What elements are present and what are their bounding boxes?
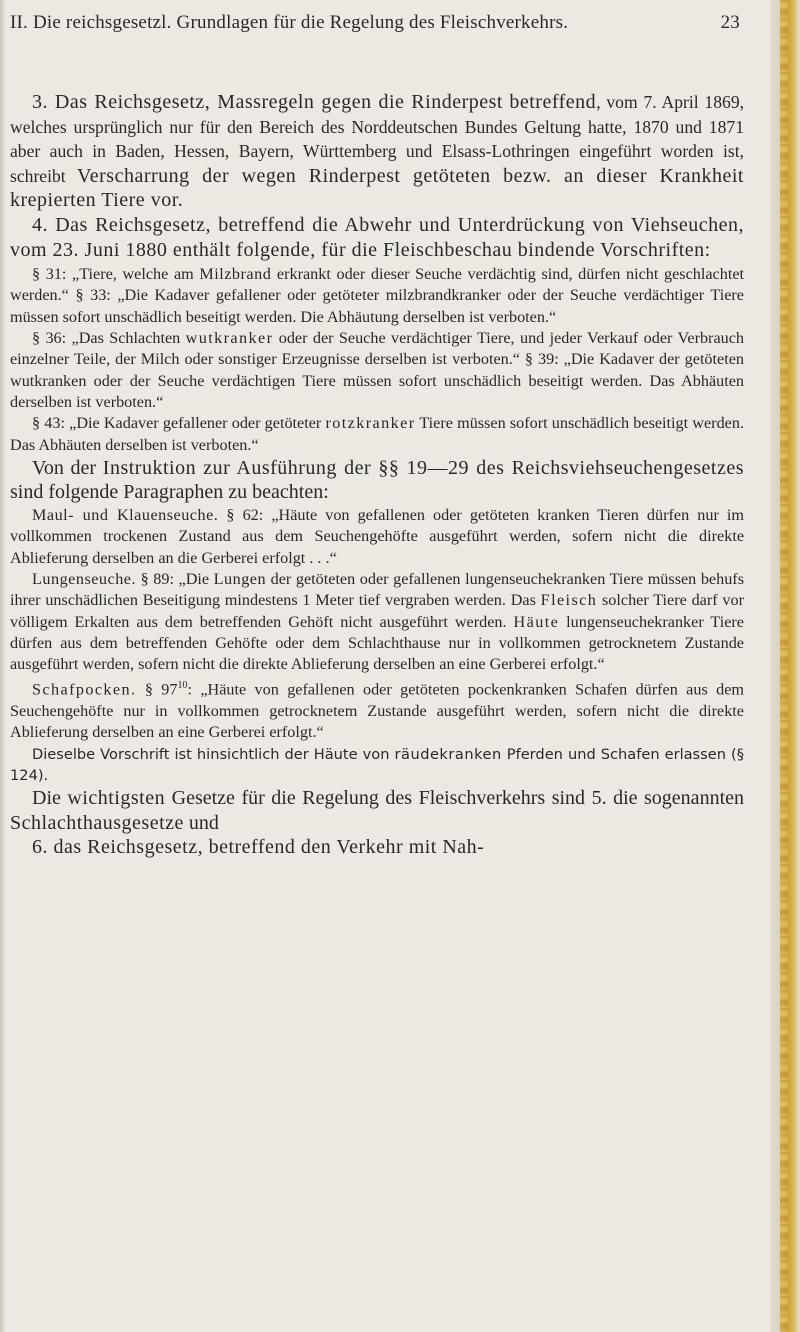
p43-emphasis: rotzkranker (325, 414, 416, 433)
final-paragraph (10, 786, 744, 835)
instruction-text-c: sind folgende Paragraphen zu beachten: (10, 481, 329, 504)
final-emphasis-schlachthausgesetze: Schlachthausgesetze (10, 811, 184, 834)
p43-text-c: Tiere müssen sofort unschädlich beseitigt werden. Das Abhäuten derselben ist verboten.“ (10, 414, 744, 454)
raeude-emphasis: räudekranken (394, 745, 502, 763)
raeude-text-a: Dieselbe Vorschrift ist hinsichtlich der Häute von (32, 745, 395, 763)
body-text (10, 90, 744, 860)
final-text-f: 6. das Reichsgesetz, betreffend den Verkehr mit Nah- (32, 836, 485, 859)
section-4-paragraph (10, 213, 744, 262)
schafpocken-superscript: 10 (177, 680, 188, 692)
instruction-paragraph (10, 456, 744, 505)
p43-text-a: § 43: „Die Kadaver gefallener oder getöteter (32, 414, 326, 433)
final-text-c: Gesetze für die Regelung des Fleischverkehrs sind 5. die sogenannten (165, 787, 744, 810)
raeude-paragraph (10, 744, 744, 787)
schafpocken-text: : „Häute von gefallenen oder getöteten pockenkranken Schafen dürfen aus dem Seuchengehöfte nur in vollkommen getrocknetem Zustande ausgeführt werden, sofern nicht die direkte Ablieferung derselben an eine Gerberei erfolgt.“ (10, 680, 745, 742)
raeude-text-c: Pferden und Schafen erlassen (§ 124). (10, 745, 745, 784)
schafpocken-paragraph (10, 675, 744, 743)
lungenseuche-paragraph (10, 569, 744, 675)
p36-text-c: oder der Seuche verdächtiger Tiere, und jeder Verkauf oder Verbrauch einzelner Teile, der Milch oder sonstiger Erzeugnisse derselben ist verboten.“ § 39: „Die Kadaver der getöteten wutkranken oder der Seuche verdächtigen Tiere müssen sofort unschädlich beseitigt werden. Das Abhäuten derselben ist verboten.“ (10, 329, 745, 411)
section-3-heading: 3. Das Reichsgesetz, Massregeln gegen die Rinderpest (32, 91, 503, 113)
lungenseuche-text-h: lungenseuchekranker Tiere dürfen aus dem betreffenden Gehöfte oder dem Schlachthause nur in vollkommen getrocknetem Zustande ausgeführt werden, sofern nicht die direkte Ablieferung derselben an eine Gerberei erfolgt.“ (10, 612, 744, 674)
final-text-a: Die (32, 787, 68, 810)
p31-emphasis: Milzbrand (199, 265, 272, 284)
lungenseuche-heading: Lungenseuche. (32, 569, 137, 588)
section-3-text-c: Verscharrung der wegen Rinderpest getöteten bezw. an dieser Krankheit krepierten Tiere vor. (10, 164, 744, 212)
paragraph-43 (10, 413, 744, 456)
final-emphasis-wichtigsten: wichtigsten (67, 787, 166, 810)
haeute-emphasis: Häute (513, 612, 560, 631)
p31-text-a: § 31: „Tiere, welche am (32, 265, 200, 284)
instruction-text-a: Von der (32, 456, 103, 479)
paragraph-31-33 (10, 264, 744, 328)
running-header (10, 12, 740, 42)
lungenseuche-text-f: solcher Tiere darf vor völligem Erkalten aus dem betreffenden Gehöft nicht ausgeführt werden. (10, 591, 744, 631)
page-number: 23 (720, 12, 740, 33)
lungen-emphasis: Lungen (213, 569, 267, 588)
maul-klauenseuche-text: § 62: „Häute von gefallenen oder getöteten kranken Tieren dürfen nur im vollkommen trockenen Zustand aus dem Seuchengehöfte ausgeführt werden, sofern nicht die direkte Ablieferung derselben an die Gerberei erfolgt . . .“ (10, 506, 744, 567)
lungenseuche-text-b: § 89: „Die (136, 569, 214, 588)
final-line (10, 835, 744, 860)
section-3-text-b: , vom 7. April 1869, welches ursprünglich nur für den Bereich des Norddeutschen Bundes Geltung hatte, 1870 und 1871 aber auch in Baden, Hessen, Bayern, Württemberg und Elsass-Lothringen eingeführt worden ist, schreibt (10, 92, 745, 186)
maul-klauenseuche-paragraph (10, 505, 744, 569)
section-3-paragraph (10, 90, 744, 213)
lungenseuche-text-d: der getöteten oder gefallenen lungenseuchekranken Tiere müssen behufs ihrer unschädlichen Beseitigung mindestens 1 Meter tief vergraben werden. Das (10, 569, 744, 610)
p31-text-c: erkrankt oder dieser Seuche verdächtig sind, dürfen nicht geschlachtet werden.“ § 33: „Die Kadaver gefallener oder getöteter milzbrandkranker oder der Seuche verdächtiger Tiere müssen sofort unschädlich beseitigt werden. Die Abhäutung derselben ist verboten.“ (10, 265, 745, 326)
section-3-text-a: betreffend (509, 91, 597, 113)
final-text-e: und (183, 811, 219, 834)
p36-emphasis: wutkranker (185, 329, 274, 348)
spine-gilt-strip (780, 0, 788, 1332)
book-spine (770, 0, 800, 1332)
instruction-emphasis: Instruktion zur Ausführung der §§ 19—29 des Reichsviehseuchengesetzes (102, 456, 744, 479)
maul-klauenseuche-heading: Maul- und Klauenseuche. (32, 506, 219, 525)
page-left-edge (0, 0, 6, 1332)
fleisch-emphasis: Fleisch (540, 591, 598, 610)
section-4-heading: 4. Das Reichsgesetz, betreffend die Abwehr und Unterdrückung von Viehseuchen, vom 23. Juni 1880 enthält folgende, für die Fleischbeschau bindende Vorschriften: (10, 213, 744, 261)
p36-text-a: § 36: „Das Schlachten (32, 329, 186, 348)
schafpocken-heading: Schafpocken. (32, 680, 137, 699)
paragraph-36-39 (10, 328, 744, 413)
running-title: II. Die reichsgesetzl. Grundlagen für die Regelung des Fleischverkehrs. (10, 12, 569, 33)
schafpocken-section: § 97 (136, 680, 178, 699)
